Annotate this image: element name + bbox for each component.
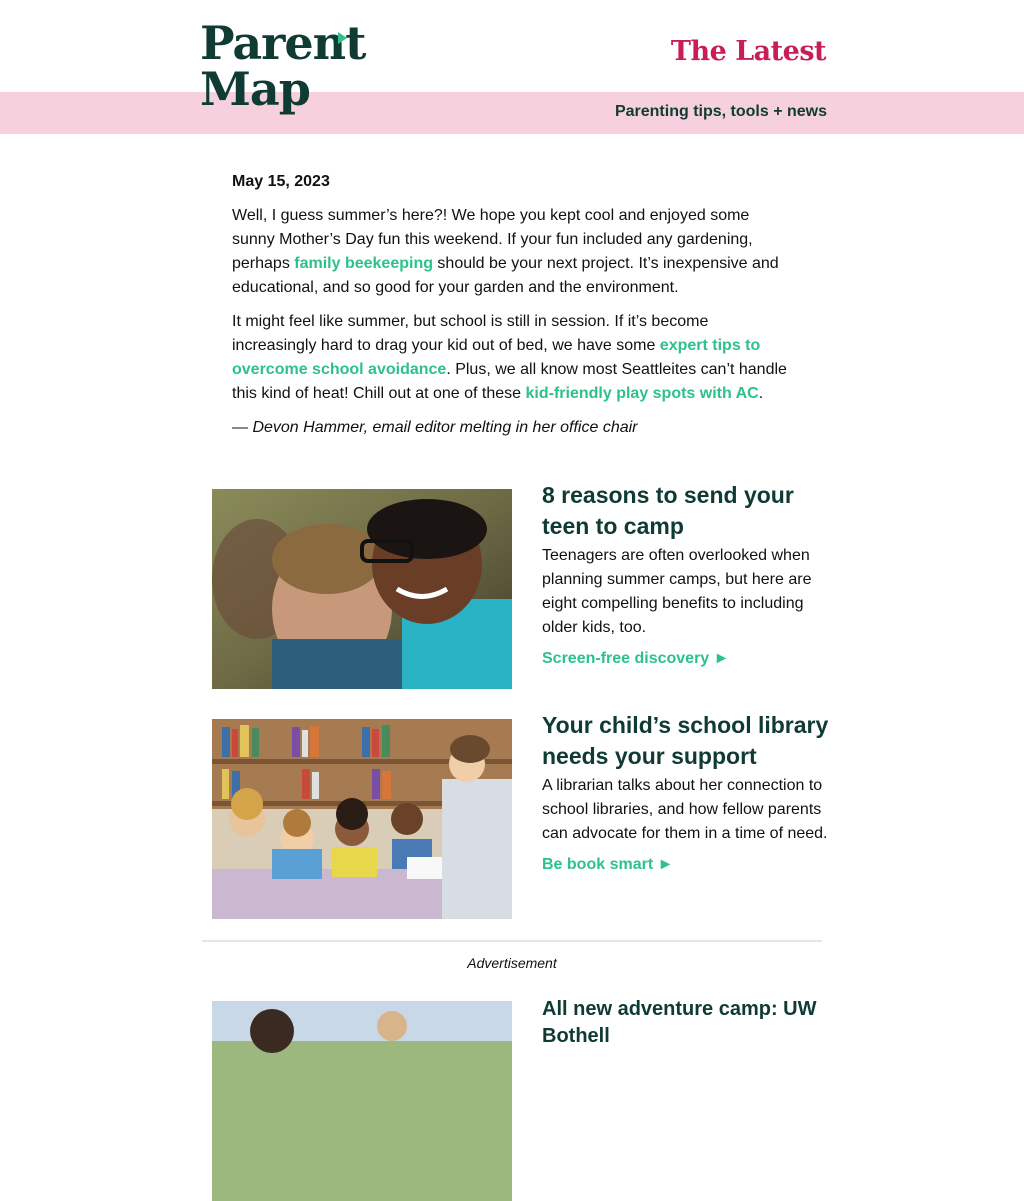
article-content [542,480,832,668]
editor-signature: — Devon Hammer, email editor melting in her office chair [232,419,638,436]
school-avoidance-link[interactable]: expert tips to overcome school avoidance [232,337,761,378]
logo-line-2: Map [200,62,310,116]
intro-text: It might feel like summer, but school is still in session. If it’s become increasingly hard to drag your kid out of bed, we have some [232,313,709,354]
article-title[interactable]: 8 reasons to send your teen to camp [542,482,794,539]
tagline: Parenting tips, tools + news [614,103,827,120]
ad-title[interactable]: All new adventure camp: UW Bothell [542,998,817,1047]
article-description: A librarian talks about her connection to school libraries, and how fellow parents can advocate for them in a time of need. [542,777,828,842]
section-title: The Latest [670,36,826,67]
article-image-teen-camp[interactable] [212,489,512,689]
intro-section [232,170,792,450]
section-divider [202,940,822,942]
intro-text: . [758,385,764,402]
article-card [212,482,832,689]
play-spots-link[interactable]: kid-friendly play spots with AC [525,385,759,402]
intro-paragraph-2 [232,310,792,406]
tagline-band [0,92,1024,134]
intro-text: should be your next project. It’s inexpensive and educational, and so good for your garden and the environment. [232,255,779,296]
logo-line-1: Parent [200,16,366,70]
intro-text: Well, I guess summer’s here?! We hope you kept cool and enjoyed some sunny Mother’s Day fun this weekend. If your fun included any gardening, perhaps [232,207,753,272]
article-content [542,710,832,874]
ad-image-adventure-camp[interactable] [212,1001,512,1201]
article-image-school-library[interactable] [212,719,512,919]
intro-text: . Plus, we all know most Seattleites can’t handle this kind of heat! Chill out at one of these [232,361,787,402]
family-beekeeping-link[interactable]: family beekeeping [294,255,433,272]
intro-paragraph-1 [232,204,792,300]
article-cta-link[interactable]: Be book smart ► [542,856,674,873]
article-description: Teenagers are often overlooked when planning summer camps, but here are eight compelling benefits to including older kids, too. [542,547,812,636]
article-title[interactable]: Your child’s school library needs your support [542,712,829,769]
ad-content [542,992,832,1052]
ad-card [212,998,832,1201]
article-cta-link[interactable]: Screen-free discovery ► [542,650,730,667]
play-triangle-icon [338,32,347,44]
advertisement-label: Advertisement [467,955,557,971]
parentmap-logo[interactable] [200,16,366,118]
issue-date: May 15, 2023 [232,173,330,190]
article-card [212,712,832,919]
